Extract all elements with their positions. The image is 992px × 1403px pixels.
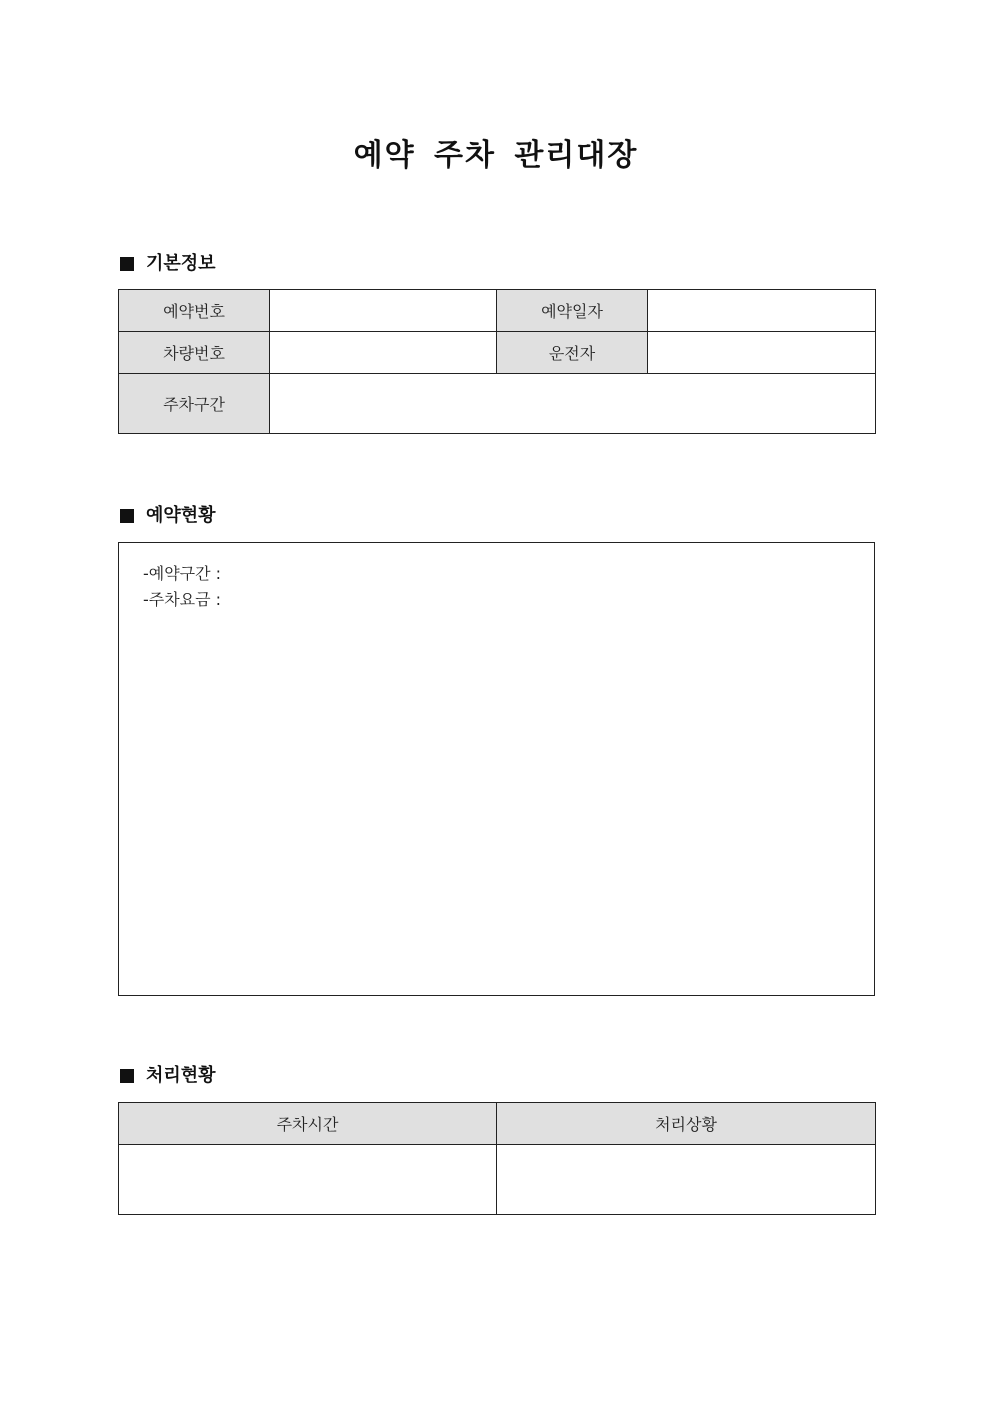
processing-status-header: 처리상황 (497, 1103, 876, 1145)
reservation-no-field[interactable] (270, 290, 497, 332)
reservation-no-label: 예약번호 (119, 290, 270, 332)
reservation-date-field[interactable] (648, 290, 876, 332)
section-heading-processing-label: 처리현황 (146, 1065, 216, 1086)
section-heading-processing (118, 1063, 216, 1089)
document-title: 예약 주차 관리대장 (353, 138, 639, 173)
section-heading-reservation-label: 예약현황 (146, 505, 216, 526)
parking-section-field[interactable] (270, 374, 876, 434)
square-bullet-icon (120, 509, 134, 523)
square-bullet-icon (120, 257, 134, 271)
section-heading-basic (118, 251, 216, 277)
reservation-date-label: 예약일자 (497, 290, 648, 332)
table-row (119, 290, 876, 332)
parking-time-field[interactable] (119, 1145, 497, 1215)
parking-section-label: 주차구간 (119, 374, 270, 434)
vehicle-no-label: 차량번호 (119, 332, 270, 374)
processing-status-table (118, 1102, 876, 1215)
driver-label: 운전자 (497, 332, 648, 374)
square-bullet-icon (120, 1069, 134, 1083)
table-row (119, 374, 876, 434)
section-heading-basic-label: 기본정보 (146, 253, 216, 274)
vehicle-no-field[interactable] (270, 332, 497, 374)
parking-fee-line: -주차요금 : (143, 590, 222, 609)
basic-info-table (118, 289, 876, 434)
parking-time-header: 주차시간 (119, 1103, 497, 1145)
table-row (119, 1145, 876, 1215)
reservation-status-box[interactable] (118, 542, 875, 996)
table-header-row (119, 1103, 876, 1145)
table-row (119, 332, 876, 374)
reservation-section-line: -예약구간 : (143, 564, 222, 583)
section-heading-reservation (118, 503, 216, 529)
driver-field[interactable] (648, 332, 876, 374)
processing-status-field[interactable] (497, 1145, 876, 1215)
